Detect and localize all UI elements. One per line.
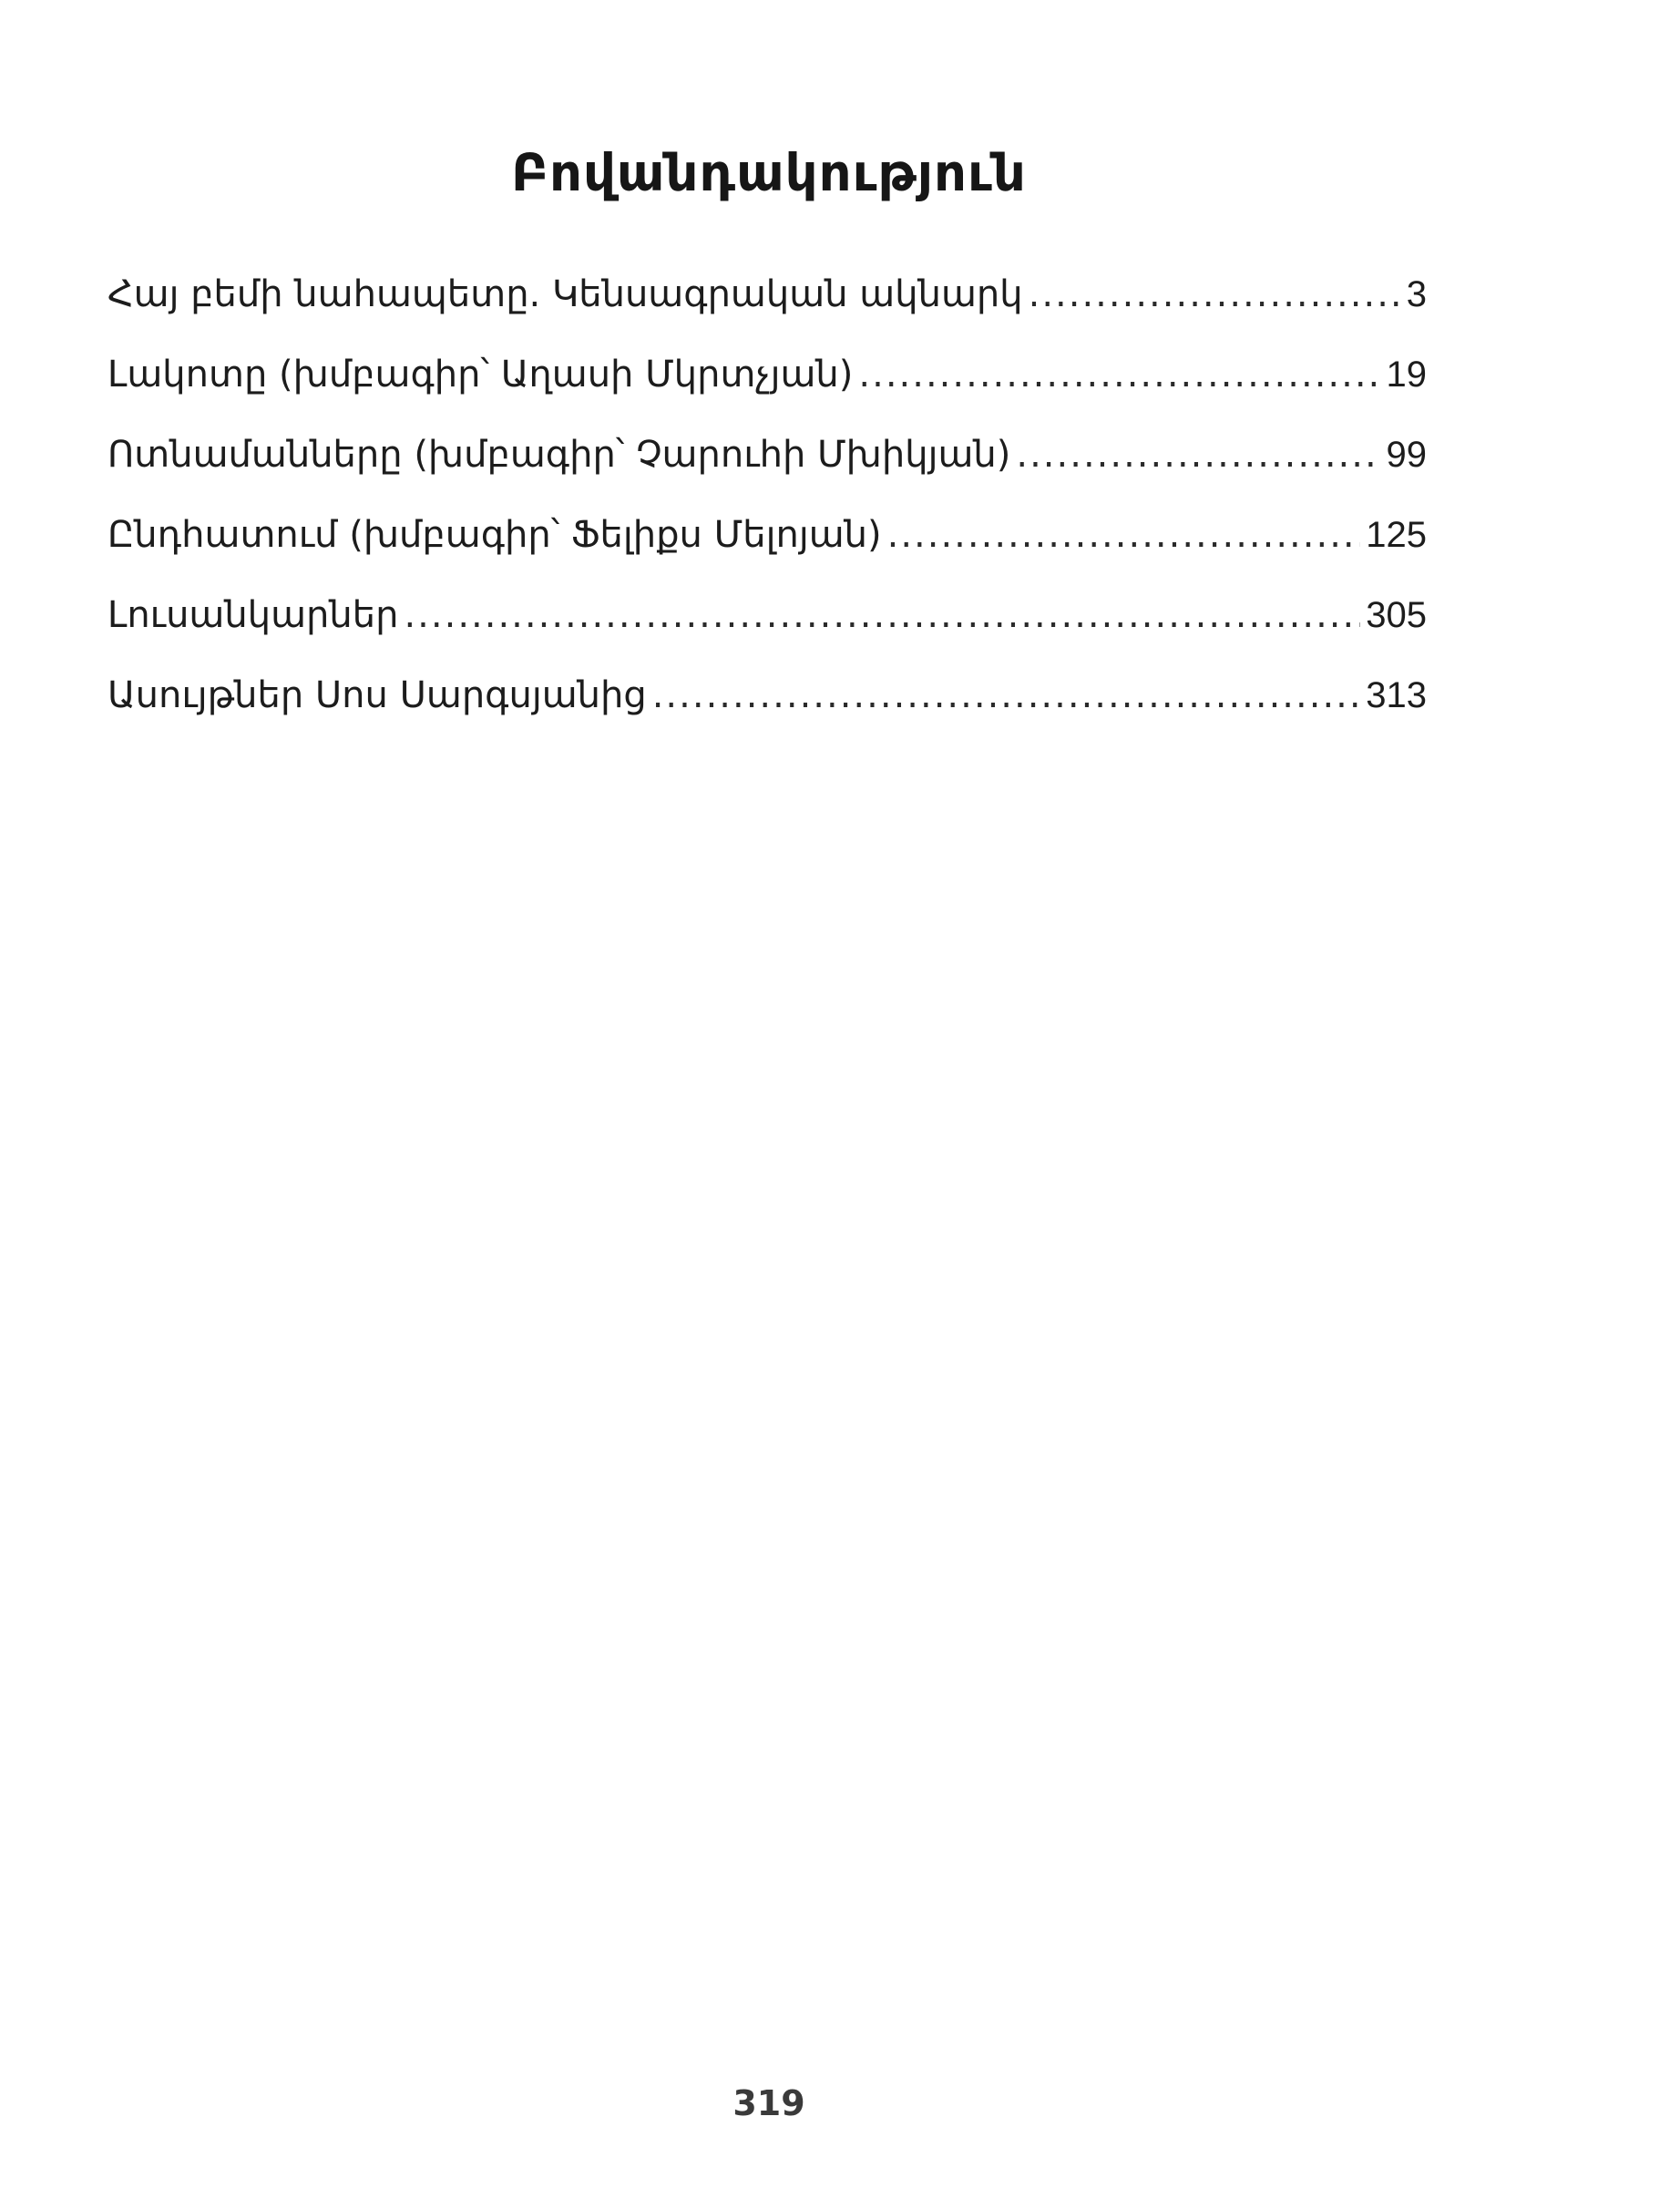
toc-entry-page: 313 (1366, 675, 1427, 715)
toc-dot-leader (887, 514, 1361, 556)
toc-dot-leader (1029, 273, 1401, 315)
toc-entry-title: Հայ բեմի նահապետը. Կենսագրական ակնարկ (108, 273, 1023, 315)
toc-entry-page: 125 (1366, 515, 1427, 555)
toc-entry-title: Լուսանկարներ (108, 594, 399, 636)
toc-entry-title: Ոտնամանները (խմբագիր՝ Չարուհի Մխիկյան) (108, 434, 1011, 476)
toc-entry (108, 594, 1427, 674)
toc-entry-page: 305 (1366, 595, 1427, 635)
toc-entry-page: 19 (1386, 354, 1427, 395)
toc-entry (108, 273, 1427, 354)
page-number: 319 (732, 2083, 805, 2123)
toc-dot-leader (404, 594, 1360, 636)
toc-entry (108, 434, 1427, 514)
toc-dot-leader (652, 674, 1361, 716)
page-title: Բովանդակություն (511, 143, 1027, 203)
toc-entry (108, 674, 1427, 755)
toc-entry-page: 3 (1406, 274, 1427, 314)
toc-entry-page: 99 (1386, 435, 1427, 475)
toc-dot-leader (1016, 434, 1380, 476)
toc-entry-title: Լակոտը (խմբագիր՝ Աղասի Մկրտչյան) (108, 354, 854, 396)
toc-dot-leader (858, 354, 1380, 396)
toc-entry-title: Ընդհատում (խմբագիր՝ Ֆելիքս Մելոյան) (108, 514, 882, 556)
toc-entry (108, 354, 1427, 434)
table-of-contents (108, 273, 1427, 755)
toc-entry-title: Ասույթներ Սոս Սարգսյանից (108, 674, 647, 716)
toc-entry (108, 514, 1427, 594)
